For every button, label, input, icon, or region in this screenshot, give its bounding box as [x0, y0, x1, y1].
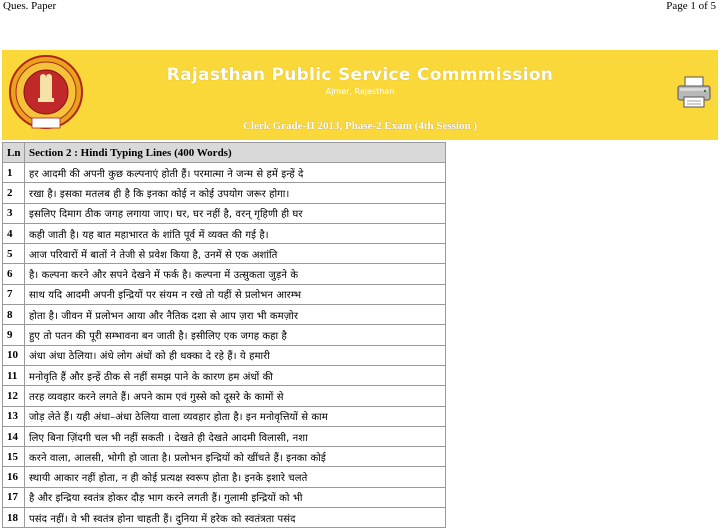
- banner-title: Rajasthan Public Service Commmission: [166, 65, 554, 85]
- line-text: है और इन्द्रिया स्वतंत्र होकर दौड़ भाग करने लगती हैं। गुलामी इन्द्रियों को भी: [25, 487, 446, 507]
- table-row: [3, 508, 446, 528]
- line-number: 17: [3, 487, 25, 507]
- table-row: [3, 203, 446, 223]
- line-text: इसलिए दिमाग ठीक जगह लगाया जाए। घर, घर नहीं है, वरन् गृहिणी ही घर: [25, 203, 446, 223]
- line-number: 11: [3, 365, 25, 385]
- line-number: 6: [3, 264, 25, 284]
- page-number: Page 1 of 5: [666, 0, 716, 12]
- line-text: लिए बिना ज़िंदगी चल भी नहीं सकती । देखते ही देखते आदमी विलासी, नशा: [25, 426, 446, 446]
- table-row: [3, 183, 446, 203]
- line-text: आज परिवारों में बातों ने तेजी से प्रवेश किया है, उनमें से एक अशांति: [25, 244, 446, 264]
- line-number: 8: [3, 305, 25, 325]
- line-text: स्थायी आकार नहीं होता, न ही कोई प्रत्यक्ष स्वरूप होता है। इनके इशारे चलते: [25, 467, 446, 487]
- line-text: मनोवृति हैं और इन्हें ठीक से नहीं समझ पाने के कारण हम अंधों की: [25, 365, 446, 385]
- line-number: 10: [3, 345, 25, 365]
- line-text: है। कल्पना करने और सपने देखने में फर्क है। कल्पना में उत्सुकता जुड़ने के: [25, 264, 446, 284]
- line-number: 13: [3, 406, 25, 426]
- column-header-section: Section 2 : Hindi Typing Lines (400 Words): [25, 143, 446, 163]
- line-number: 15: [3, 447, 25, 467]
- table-row: [3, 284, 446, 304]
- table-row: [3, 163, 446, 183]
- table-row: [3, 487, 446, 507]
- line-text: करने वाला, आलसी, भोगी हो जाता है। प्रलोभन इन्द्रियों को खींचते हैं। इनका कोई: [25, 447, 446, 467]
- line-number: 12: [3, 386, 25, 406]
- line-text: पसंद नहीं। वे भी स्वतंत्र होना चाहती हैं। दुनिया में हरेक को स्वतंत्रता पसंद: [25, 508, 446, 528]
- line-number: 7: [3, 284, 25, 304]
- table-row: [3, 264, 446, 284]
- table-header-row: [3, 143, 446, 163]
- table-row: [3, 467, 446, 487]
- line-text: रखा है। इसका मतलब ही है कि इनका कोई न कोई उपयोग जरूर होगा।: [25, 183, 446, 203]
- table-row: [3, 447, 446, 467]
- line-text: कही जाती है। यह बात महाभारत के शांति पूर्व में व्यक्त की गई है।: [25, 223, 446, 243]
- line-number: 3: [3, 203, 25, 223]
- line-text: अंधा अंधा ठेलिया। अंधे लोग अंधों को ही धक्का दे रहे हैं। ये हमारी: [25, 345, 446, 365]
- line-text: साथ यदि आदमी अपनी इन्द्रियों पर संयम न रखे तो यहीं से प्रलोभन आरम्भ: [25, 284, 446, 304]
- line-text: हर आदमी की अपनी कुछ कल्पनाएं होती हैं। परमात्मा ने जन्म से हमें इन्हें दे: [25, 163, 446, 183]
- line-number: 14: [3, 426, 25, 446]
- page-header-left: Ques. Paper: [3, 0, 57, 12]
- line-number: 9: [3, 325, 25, 345]
- printer-icon[interactable]: [676, 75, 712, 109]
- line-number: 16: [3, 467, 25, 487]
- line-text: जोड़ लेते हैं। यही अंधा–अंधा ठेलिया वाला व्यवहार होता है। इन मनोवृत्तियों से काम: [25, 406, 446, 426]
- line-number: 4: [3, 223, 25, 243]
- typing-lines-table: [2, 142, 446, 528]
- line-number: 2: [3, 183, 25, 203]
- table-row: [3, 325, 446, 345]
- table-row: [3, 305, 446, 325]
- banner-subtitle: Ajmer, Rajasthan: [325, 87, 395, 96]
- table-row: [3, 426, 446, 446]
- table-row: [3, 244, 446, 264]
- line-number: 5: [3, 244, 25, 264]
- exam-title: Clerk Grade-II 2013, Phase-2 Exam (4th Session ): [242, 120, 478, 132]
- line-number: 1: [3, 163, 25, 183]
- table-row: [3, 406, 446, 426]
- line-number: 18: [3, 508, 25, 528]
- table-row: [3, 345, 446, 365]
- column-header-ln: Ln: [3, 143, 25, 163]
- header-banner: [2, 50, 718, 140]
- table-row: [3, 365, 446, 385]
- line-text: तरह व्यवहार करने लगते हैं। अपने काम एवं गुस्से को दूसरे के कामों से: [25, 386, 446, 406]
- table-row: [3, 386, 446, 406]
- line-text: होता है। जीवन में प्रलोभन आया और नैतिक दशा से आप ज़रा भी कमज़ोर: [25, 305, 446, 325]
- line-text: हुए तो पतन की पूरी सम्भावना बन जाती है। इसीलिए एक जगह कहा है: [25, 325, 446, 345]
- table-row: [3, 223, 446, 243]
